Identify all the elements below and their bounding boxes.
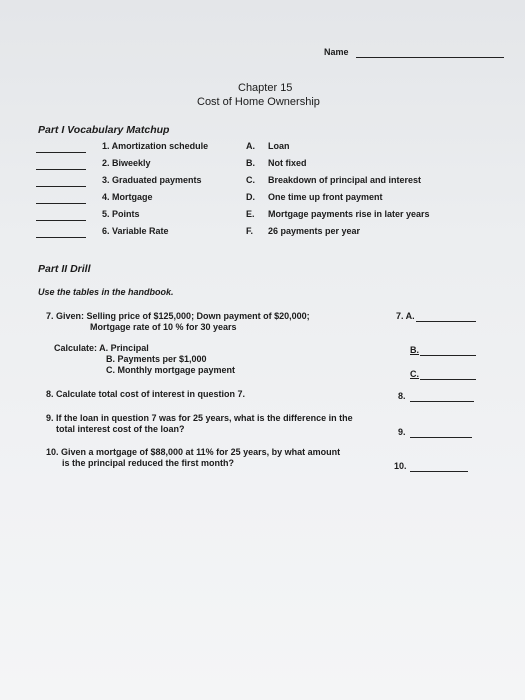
answer-9-label: 9. (398, 427, 406, 437)
answer-blank-1[interactable] (36, 152, 86, 153)
calculate-c: C. Monthly mortgage payment (106, 365, 236, 375)
definition-text-d: One time up front payment (268, 192, 383, 202)
question-9-line-1: 9. If the loan in question 7 was for 25 years, what is the difference in the (46, 413, 353, 423)
answer-7a-line[interactable] (416, 321, 476, 322)
term-1: 1. Amortization schedule (102, 141, 209, 151)
term-2: 2. Biweekly (102, 158, 151, 168)
definition-text-e: Mortgage payments rise in later years (268, 209, 430, 219)
definition-letter-f: F. (246, 226, 254, 236)
term-5: 5. Points (102, 209, 140, 219)
part1-heading: Part I Vocabulary Matchup (38, 124, 170, 136)
question-7-line-1: 7. Given: Selling price of $125,000; Down payment of $20,000; (46, 311, 310, 321)
calculate-label: Calculate: A. Principal (54, 343, 149, 353)
question-10-line-1: 10. Given a mortgage of $88,000 at 11% for 25 years, by what amount (46, 447, 341, 457)
term-3: 3. Graduated payments (102, 175, 202, 185)
name-field-line (356, 57, 504, 58)
name-label: Name (324, 47, 349, 57)
question-9-line-2: total interest cost of the loan? (56, 424, 185, 434)
definition-letter-b: B. (246, 158, 255, 168)
definition-text-a: Loan (268, 141, 290, 151)
definition-letter-d: D. (246, 192, 255, 202)
answer-blank-6[interactable] (36, 237, 86, 238)
answer-blank-2[interactable] (36, 169, 86, 170)
definition-letter-e: E. (246, 209, 255, 219)
chapter-subtitle: Cost of Home Ownership (197, 96, 320, 108)
definition-text-f: 26 payments per year (268, 226, 361, 236)
chapter-title: Chapter 15 (238, 82, 293, 94)
answer-blank-4[interactable] (36, 203, 86, 204)
answer-8-line[interactable] (410, 401, 474, 402)
answer-7c-line[interactable] (420, 379, 476, 380)
answer-7a-label: 7. A. (396, 311, 415, 321)
answer-blank-3[interactable] (36, 186, 86, 187)
part2-instruction: Use the tables in the handbook. (38, 287, 174, 297)
answer-10-line[interactable] (410, 471, 468, 472)
term-6: 6. Variable Rate (102, 226, 169, 236)
term-4: 4. Mortgage (102, 192, 153, 202)
part2-heading: Part II Drill (38, 263, 91, 275)
definition-text-b: Not fixed (268, 158, 307, 168)
answer-7b-label: B. (410, 345, 419, 355)
definition-text-c: Breakdown of principal and interest (268, 175, 422, 185)
answer-7b-line[interactable] (420, 355, 476, 356)
question-10-line-2: is the principal reduced the first month? (62, 458, 235, 468)
answer-7c-label: C. (410, 369, 419, 379)
calculate-b: B. Payments per $1,000 (106, 354, 207, 364)
definition-letter-a: A. (246, 141, 255, 151)
definition-letter-c: C. (246, 175, 255, 185)
answer-blank-5[interactable] (36, 220, 86, 221)
question-8: 8. Calculate total cost of interest in question 7. (46, 389, 246, 399)
question-7-line-2: Mortgage rate of 10 % for 30 years (90, 322, 237, 332)
answer-8-label: 8. (398, 391, 406, 401)
answer-9-line[interactable] (410, 437, 472, 438)
answer-10-label: 10. (394, 461, 407, 471)
